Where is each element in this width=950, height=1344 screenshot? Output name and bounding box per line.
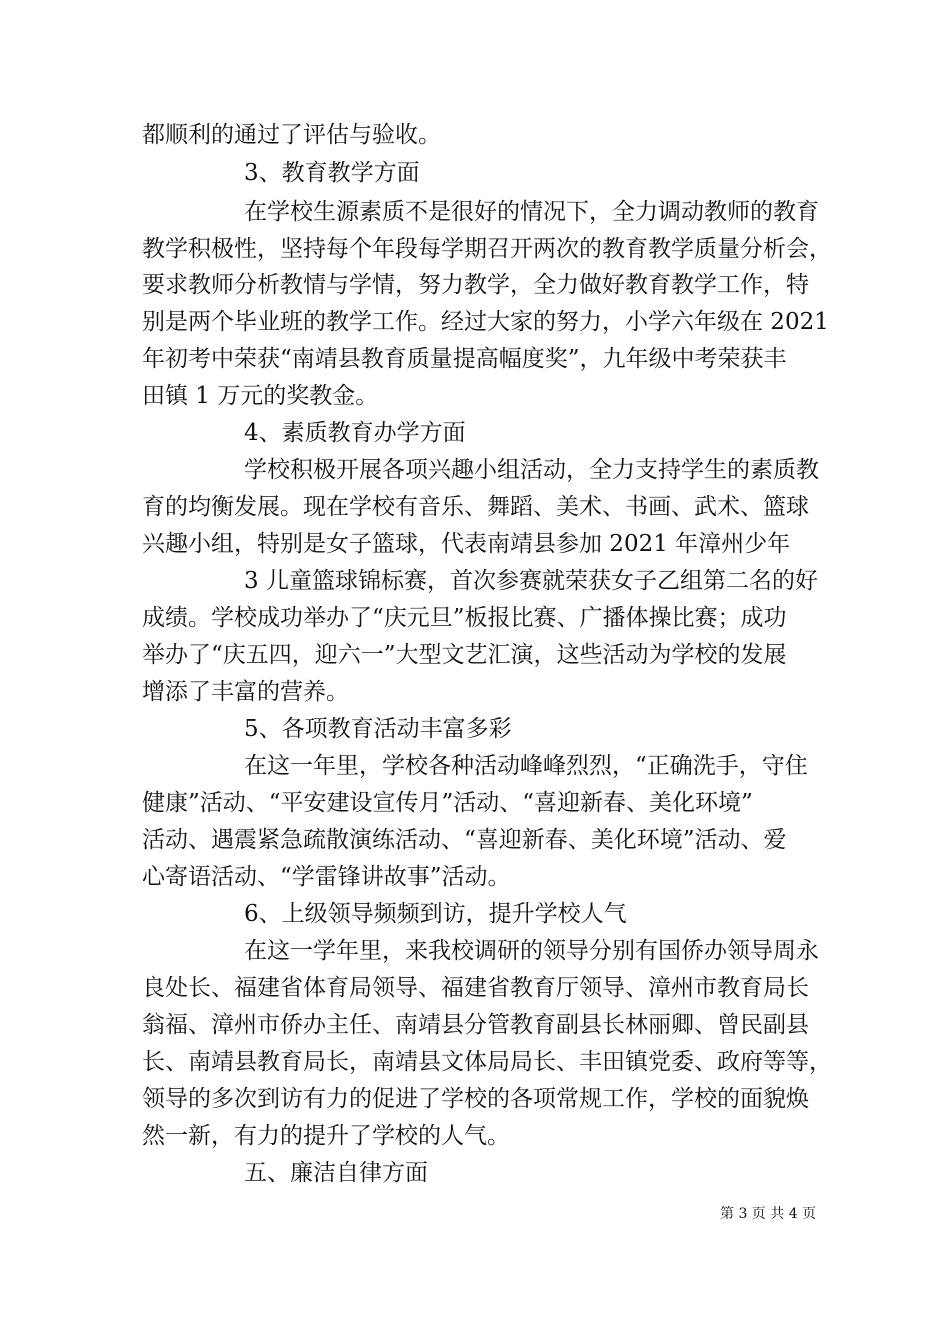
text-line: 心寄语活动、“学雷锋讲故事”活动。 <box>142 864 511 890</box>
text-line: 要求教师分析教情与学情，努力教学，全力做好教育教学工作，特 <box>142 272 809 298</box>
section-heading: 五、廉洁自律方面 <box>244 1160 428 1186</box>
text-line: 然一新，有力的提升了学校的人气。 <box>142 1123 510 1149</box>
paragraph-first-line: 在这一年里，学校各种活动峰峰烈烈，“正确洗手，守住 <box>244 753 808 779</box>
paragraph-first-line: 在学校生源素质不是很好的情况下，全力调动教师的教育 <box>244 199 819 225</box>
text-line: 领导的多次到访有力的促进了学校的各项常规工作，学校的面貌焕 <box>142 1086 809 1112</box>
text-line: 翁福、漳州市侨办主任、南靖县分管教育副县长林丽卿、曾民副县 <box>142 1012 809 1038</box>
text-line: 长、南靖县教育局长，南靖县文体局局长、丰田镇党委、政府等等， <box>142 1049 832 1075</box>
text-line: 增添了丰富的营养。 <box>142 679 349 705</box>
section-heading: 3、教育教学方面 <box>244 160 420 186</box>
text-line: 田镇 1 万元的奖教金。 <box>142 383 379 409</box>
text-line: 健康”活动、“平安建设宣传月”活动、“喜迎新春、美化环境” <box>142 790 753 816</box>
page-number: 第 3 页 共 4 页 <box>720 1206 817 1222</box>
text-line: 年初考中荣获“南靖县教育质量提高幅度奖”，九年级中考荣获丰 <box>142 346 787 372</box>
paragraph-first-line: 在这一学年里，来我校调研的领导分别有国侨办领导周永 <box>244 938 819 964</box>
section-heading: 6、上级领导频频到访，提升学校人气 <box>244 901 627 927</box>
text-line: 良处长、福建省体育局领导、福建省教育厅领导、漳州市教育局长 <box>142 975 809 1001</box>
text-line: 兴趣小组，特别是女子篮球，代表南靖县参加 2021 年漳州少年 <box>142 531 791 557</box>
section-heading: 4、素质教育办学方面 <box>244 420 466 446</box>
section-heading: 5、各项教育活动丰富多彩 <box>244 716 512 742</box>
text-line: 育的均衡发展。现在学校有音乐、舞蹈、美术、书画、武术、篮球 <box>142 494 809 520</box>
text-line: 都顺利的通过了评估与验收。 <box>142 122 441 148</box>
text-line: 举办了“庆五四，迎六一”大型文艺汇演，这些活动为学校的发展 <box>142 642 787 668</box>
paragraph-first-line: 学校积极开展各项兴趣小组活动，全力支持学生的素质教 <box>244 457 819 483</box>
text-line: 教学积极性，坚持每个年段每学期召开两次的教育教学质量分析会， <box>142 236 832 262</box>
text-line: 活动、遇震紧急疏散演练活动、“喜迎新春、美化环境”活动、爱 <box>142 827 787 853</box>
text-line: 别是两个毕业班的教学工作。经过大家的努力，小学六年级在 2021 <box>142 309 829 335</box>
text-line: 成绩。学校成功举办了“庆元旦”板报比赛、广播体操比赛；成功 <box>142 605 787 631</box>
paragraph-first-line: 3 儿童篮球锦标赛，首次参赛就荣获女子乙组第二名的好 <box>244 568 818 594</box>
